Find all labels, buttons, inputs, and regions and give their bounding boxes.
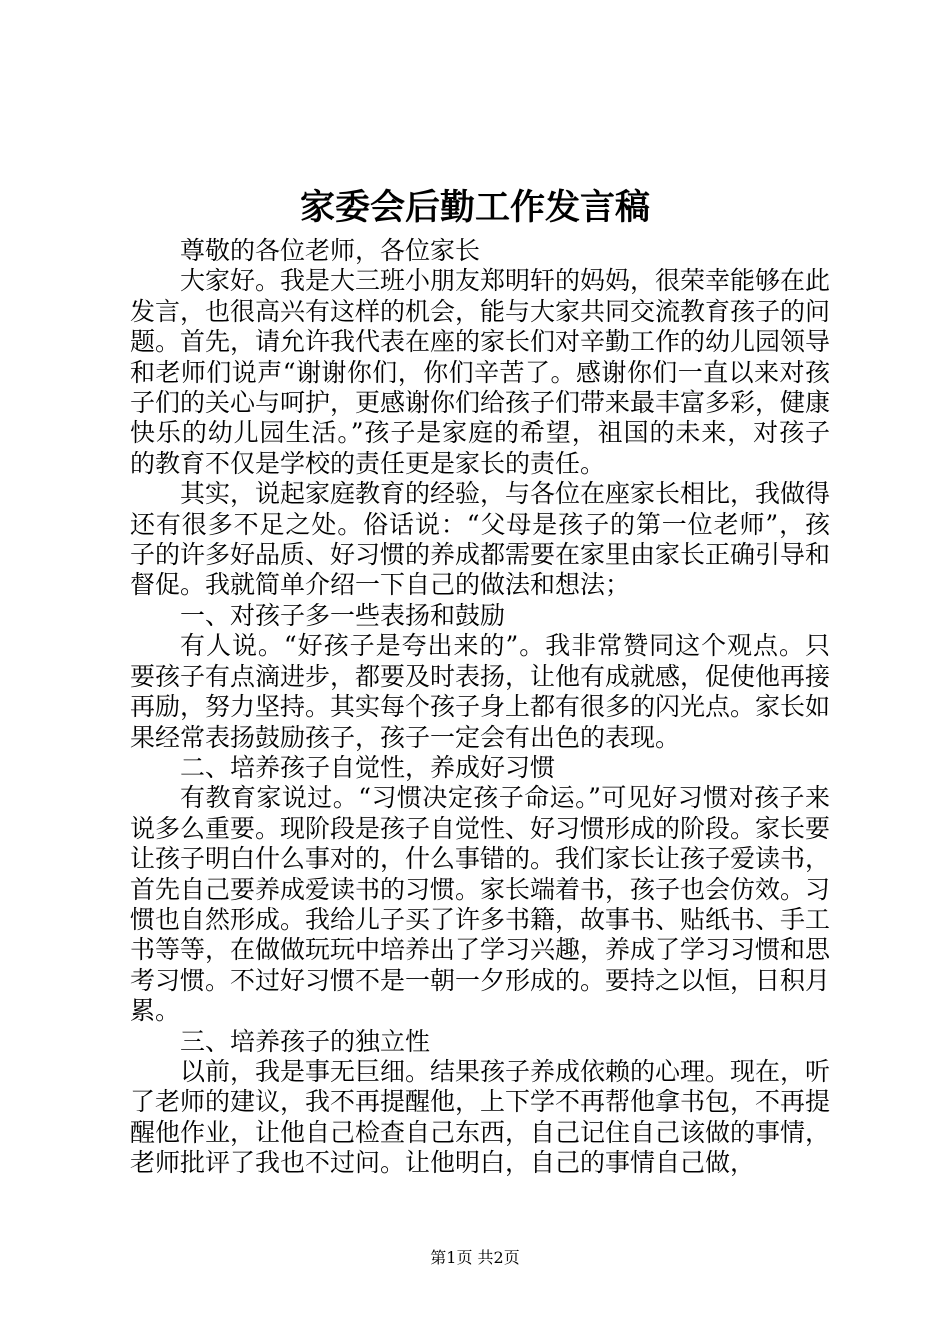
section-heading: 三、培养孩子的独立性 [180, 1026, 431, 1056]
paragraph: 有人说。“好孩子是夸出来的”。我非常赞同这个观点。只要孩子有点滴进步，都要及时表扬，让他有成就感，促使他再接再励，努力坚持。其实每个孩子身上都有很多的闪光点。家长如果经常表扬鼓励孩子，孩子一定会有出色的表现。 [130, 631, 831, 752]
document-title: 家委会后勤工作发言稿 [299, 187, 650, 228]
section-heading: 二、培养孩子自觉性，养成好习惯 [180, 752, 556, 782]
paragraph: 有教育家说过。“习惯决定孩子命运。”可见好习惯对孩子来说多么重要。现阶段是孩子自觉性、好习惯形成的阶段。家长要让孩子明白什么事对的，什么事错的。我们家长让孩子爱读书，首先自己要养成爱读书的习惯。家长端着书，孩子也会仿效。习惯也自然形成。我给儿子买了许多书籍，故事书、贴纸书、手工书等等，在做做玩玩中培养出了学习兴趣，养成了学习习惯和思考习惯。不过好习惯不是一朝一夕形成的。要持之以恒，日积月累。 [130, 783, 831, 1026]
paragraph-salutation: 尊敬的各位老师，各位家长 [180, 236, 481, 265]
paragraph: 以前，我是事无巨细。结果孩子养成依赖的心理。现在，听了老师的建议，我不再提醒他，上下学不再帮他拿书包，不再提醒他作业，让他自己检查自己东西，自己记住自己该做的事情，老师批评了我也不过问。让他明白，自己的事情自己做， [130, 1056, 831, 1178]
paragraph: 大家好。我是大三班小朋友郑明轩的妈妈，很荣幸能够在此发言，也很高兴有这样的机会，能与大家共同交流教育孩子的问题。首先，请允许我代表在座的家长们对辛勤工作的幼儿园领导和老师们说声“谢谢你们，你们辛苦了。感谢你们一直以来对孩子们的关心与呵护，更感谢你们给孩子们带来最丰富多彩，健康快乐的幼儿园生活。”孩子是家庭的希望，祖国的未来，对孩子的教育不仅是学校的责任更是家长的责任。 [130, 266, 831, 478]
paragraph: 其实，说起家庭教育的经验，与各位在座家长相比，我做得还有很多不足之处。俗话说：“父母是孩子的第一位老师”，孩子的许多好品质、好习惯的养成都需要在家里由家长正确引导和督促。我就简单介绍一下自己的做法和想法； [130, 479, 831, 600]
document-body [130, 236, 830, 1179]
page-number-footer: 第1页 共2页 [430, 1248, 520, 1267]
section-heading: 一、对孩子多一些表扬和鼓励 [180, 600, 506, 630]
